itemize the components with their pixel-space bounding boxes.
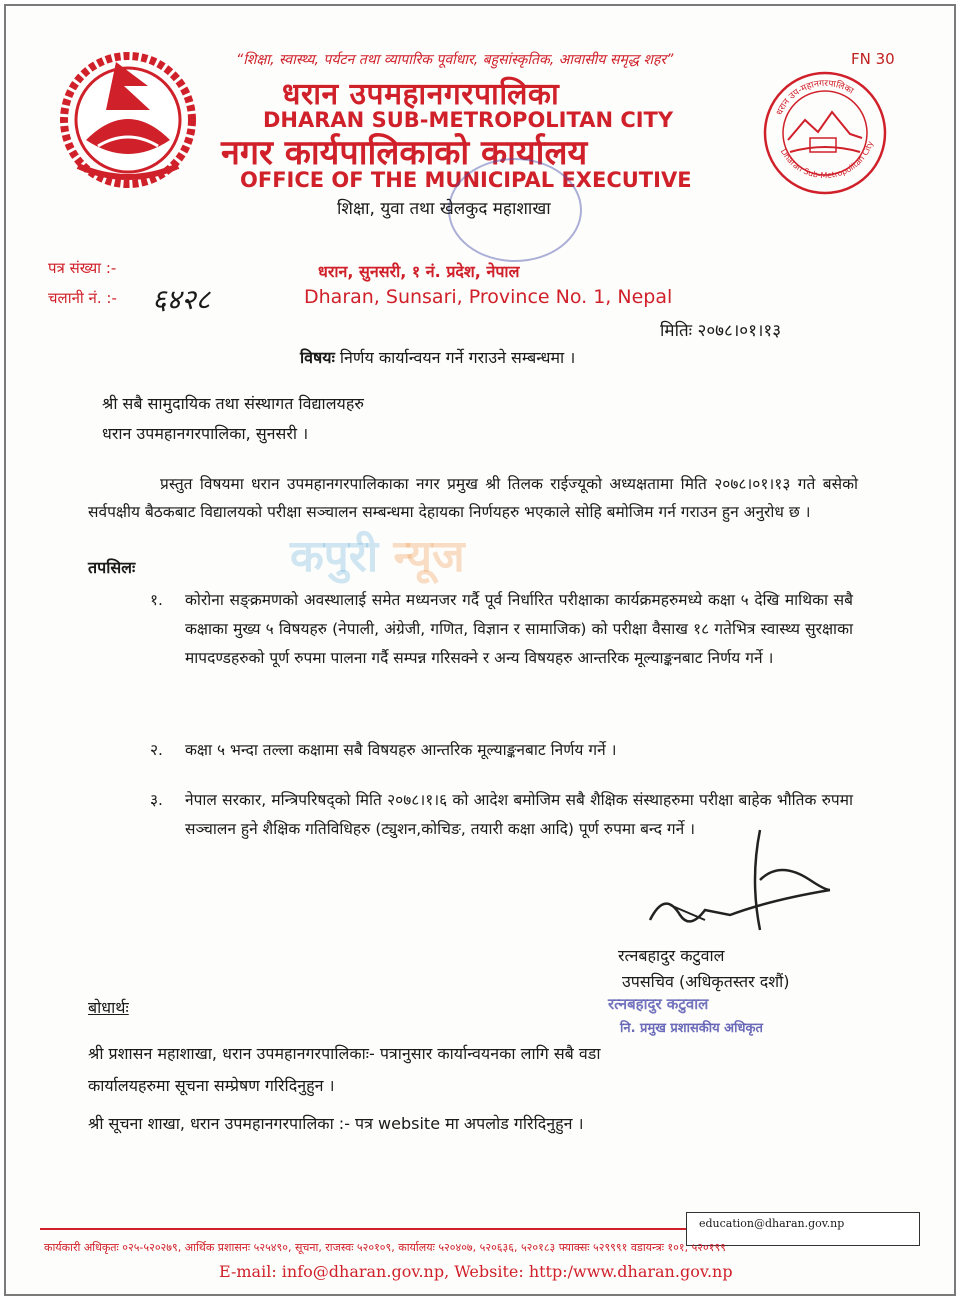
address-en: Dharan, Sunsari, Province No. 1, Nepal	[304, 286, 673, 308]
decision-number: २.	[150, 741, 163, 759]
signatory-stamp-title: नि. प्रमुख प्रशासकीय अधिकृत	[620, 1021, 763, 1036]
dispatch-no-label: चलानी नं. :-	[48, 289, 117, 307]
office-name-np: नगर कार्यपालिकाको कार्यालय	[221, 133, 588, 173]
nepal-emblem-logo	[58, 48, 198, 188]
details-heading: तपसिलः	[88, 558, 136, 577]
decision-number: ३.	[150, 791, 163, 809]
decision-text: नेपाल सरकार, मन्त्रिपरिषद्को मिति २०७८।१।६ को आदेश बमोजिम सबै शैक्षिक संस्थाहरुमा परीक्षा बाहेक भौतिक रुपमा सञ्चालन हुने शैक्षिक गतिविधिहरु (ट्युशन,कोचिङ, तयारी कक्षा आदि) पूर्ण रुपमा बन्द गर्ने ।	[185, 791, 853, 838]
watermark-part-2: न्यूज	[393, 531, 465, 582]
dispatch-no-value: ६४२८	[152, 283, 211, 316]
recipient-line-1: श्री सबै सामुदायिक तथा संस्थागत विद्यालयहरु	[102, 394, 364, 413]
cc-label: बोधार्थः	[88, 998, 129, 1017]
address-np: धरान, सुनसरी, १ नं. प्रदेश, नेपाल	[318, 262, 520, 281]
subject-label: विषयः	[300, 348, 335, 367]
body-paragraph: प्रस्तुत विषयमा धरान उपमहानगरपालिकाका नगर प्रमुख श्री तिलक राईज्यूको अध्यक्षतामा मिति २०७८।०१।१३ गते बसेको सर्वपक्षीय बैठकबाट विद्यालयको परीक्षा सञ्चालन सम्बन्धमा देहायका निर्णयहरु भएकाले सोहि बमोजिम गर्न गराउन हुन अनुरोध छ ।	[88, 475, 858, 521]
municipality-name-en: DHARAN SUB-METROPOLITAN CITY	[263, 108, 674, 132]
seal-text: धरान उप-महानगरपालिका	[774, 78, 855, 117]
decision-number: १.	[150, 591, 163, 609]
cc-line: कार्यालयहरुमा सूचना सम्प्रेषण गरिदिनुहुन ।	[88, 1076, 335, 1095]
signatory-stamp-name: रत्नबहादुर कटुवाल	[608, 995, 709, 1013]
education-email: education@dharan.gov.np	[699, 1217, 845, 1230]
watermark	[290, 524, 465, 584]
signatory-title: उपसचिव (अधिकृतस्तर दशौं)	[622, 972, 790, 991]
section-name: शिक्षा, युवा तथा खेलकुद महाशाखा	[337, 199, 551, 219]
form-code: FN 30	[851, 50, 895, 68]
municipal-motto: “शिक्षा, स्वास्थ्य, पर्यटन तथा व्यापारिक पूर्वाधार, बहुसांस्कृतिक, आवासीय समृद्ध शहर”	[236, 52, 674, 68]
subject-line	[300, 346, 575, 368]
handwritten-signature	[610, 820, 850, 940]
letter-date: मितिः २०७८।०१।१३	[660, 321, 782, 341]
letter-no-label: पत्र संख्या :-	[48, 259, 117, 277]
cc-line: श्री प्रशासन महाशाखा, धरान उपमहानगरपालिकाः- पत्रानुसार कार्यान्वयनका लागि सबै वडा	[88, 1044, 601, 1063]
municipal-seal-logo	[760, 68, 890, 198]
footer-phone-numbers: कार्यकारी अधिकृतः ०२५-५२०२७९, आर्थिक प्रशासनः ५२५४९०, सूचना, राजस्वः ५२०१०९, कार्यालयः ५२०४०७, ५२०६३६, ५२०१८३ फ्याक्सः ५२९९९१ वडायन्त्रः १०१, ५२०१९९	[44, 1241, 726, 1254]
footer-contact: E-mail: info@dharan.gov.np, Website: http:/www.dharan.gov.np	[219, 1262, 733, 1281]
office-name-en: OFFICE OF THE MUNICIPAL EXECUTIVE	[240, 168, 692, 192]
signatory-name: रत्नबहादुर कटुवाल	[618, 946, 725, 965]
municipality-name-np: धरान उपमहानगरपालिका	[282, 77, 560, 112]
cc-line: श्री सूचना शाखा, धरान उपमहानगरपालिका :- पत्र website मा अपलोड गरिदिनुहुन ।	[88, 1114, 584, 1133]
recipient-line-2: धरान उपमहानगरपालिका, सुनसरी ।	[102, 424, 309, 443]
watermark-part-1: कपुरी	[290, 531, 379, 582]
decision-text: कोरोना सङ्क्रमणको अवस्थालाई समेत मध्यनजर गर्दै पूर्व निर्धारित परीक्षाका कार्यक्रमहरुमध्ये कक्षा ५ देखि माथिका सबै कक्षाका मुख्य ५ विषयहरु (नेपाली, अंग्रेजी, गणित, विज्ञान र सामाजिक) को परीक्षा वैसाख १८ गतेभित्र स्वास्थ्य सुरक्षाका मापदण्डहरुको पूर्ण रुपमा पालना गर्दै सम्पन्न गरिसक्ने र अन्य विषयहरु आन्तरिक मूल्याङ्कनबाट निर्णय गर्ने ।	[185, 591, 853, 667]
decision-text: कक्षा ५ भन्दा तल्ला कक्षामा सबै विषयहरु आन्तरिक मूल्याङ्कनबाट निर्णय गर्ने ।	[185, 741, 617, 759]
seal-text-en: Dharan Sub-Metropolitan City	[778, 139, 875, 181]
subject-text: निर्णय कार्यान्वयन गर्ने गराउने सम्बन्धमा ।	[339, 348, 576, 367]
